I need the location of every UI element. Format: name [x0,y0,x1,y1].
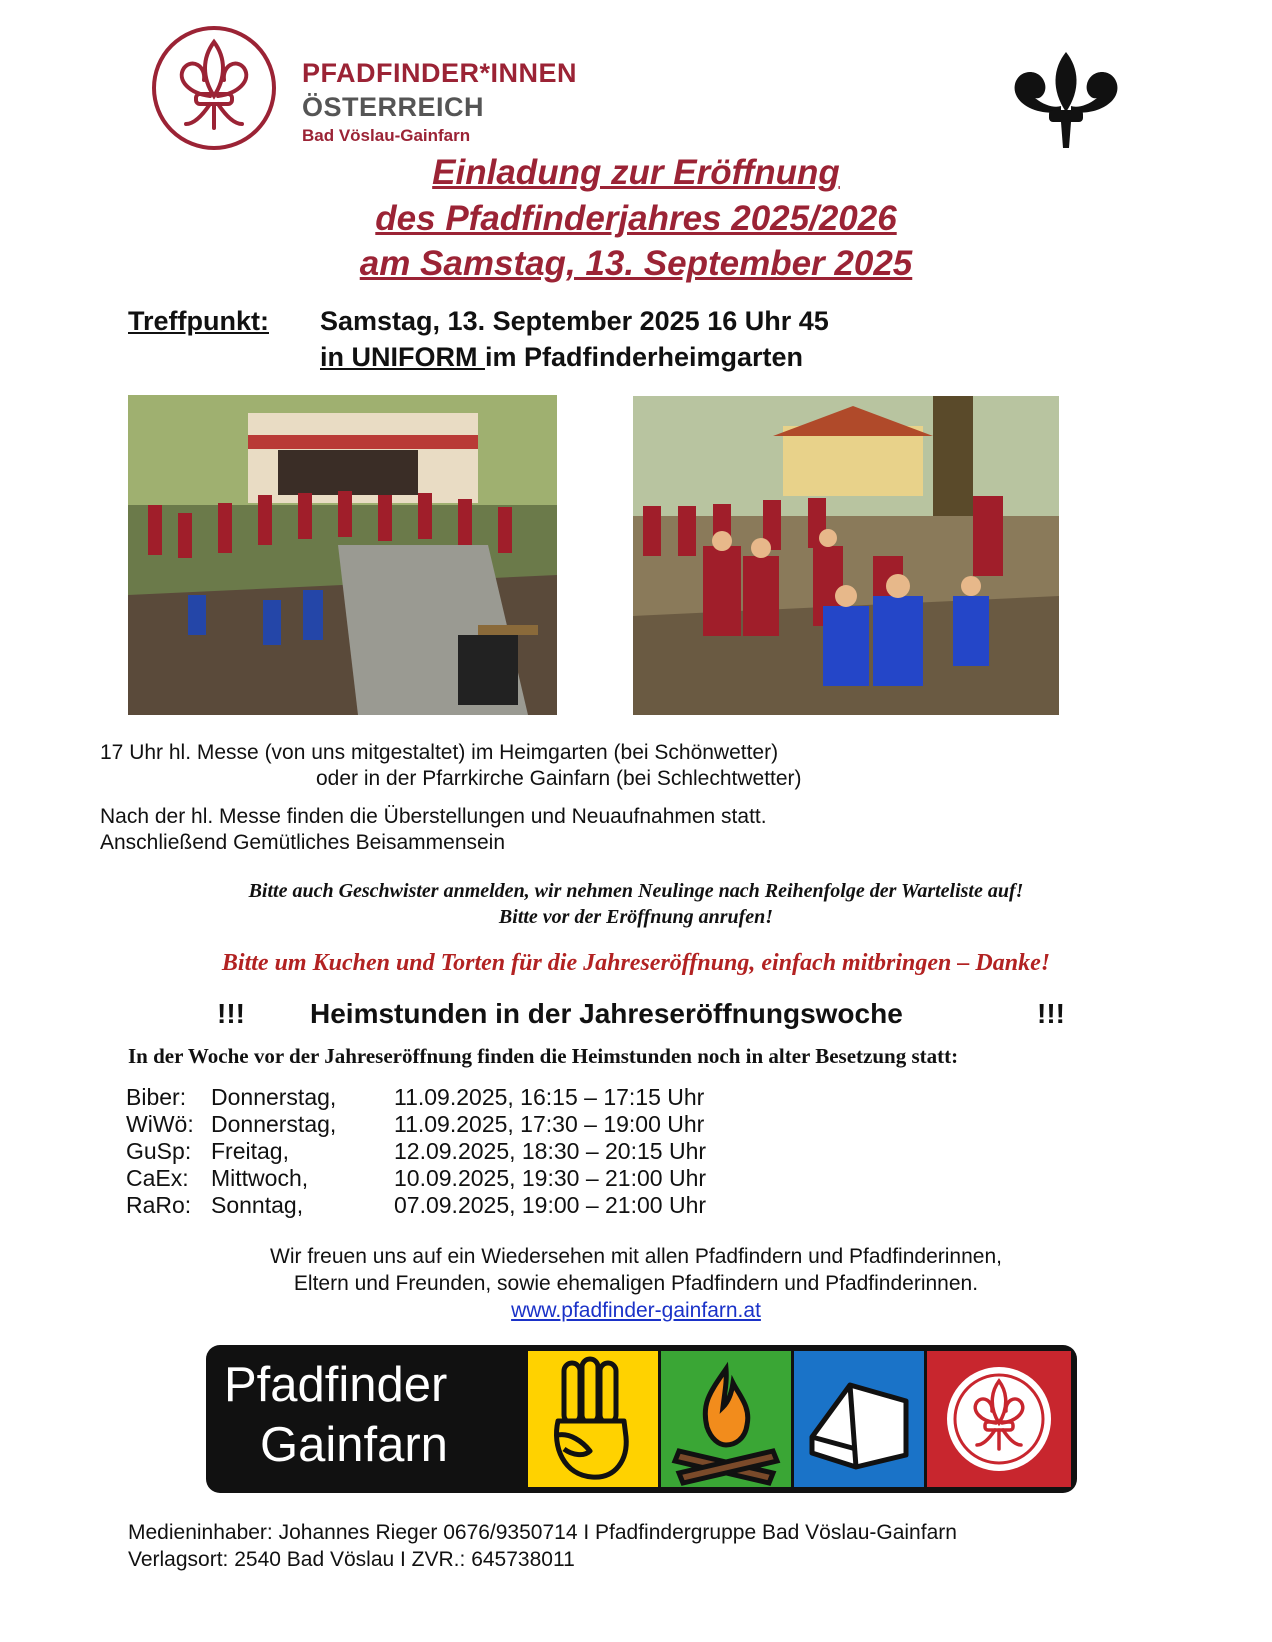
scout-lily-badge-icon [927,1351,1071,1487]
footer-line2: Verlagsort: 2540 Bad Vöslau I ZVR.: 645738011 [128,1548,575,1571]
week-intro: In der Woche vor der Jahreseröffnung finden die Heimstunden noch in alter Besetzung statt: [128,1044,959,1068]
cake-request: Bitte um Kuchen und Torten für die Jahreseröffnung, einfach mitbringen – Danke! [221,950,1051,976]
group-name: RaRo: [126,1192,192,1218]
title-line2: des Pfadfinderjahres 2025/2026 [375,199,897,238]
group-name: Biber: [126,1084,187,1110]
group-time: 12.09.2025, 18:30 – 20:15 Uhr [394,1138,707,1164]
group-time: 11.09.2025, 17:30 – 19:00 Uhr [394,1111,705,1137]
closing-line2: Eltern und Freunden, sowie ehemaligen Pfadfindern und Pfadfinderinnen. [293,1272,979,1295]
notice-line2: Bitte vor der Eröffnung anrufen! [498,906,774,928]
group-name: WiWö: [126,1111,194,1137]
photo-scouts-kids-group [633,396,1059,715]
meeting-place: im Pfadfinderheimgarten [484,342,804,372]
group-day: Donnerstag, [211,1084,337,1110]
meeting-date: Samstag, 13. September 2025 16 Uhr 45 [320,306,829,336]
campfire-icon [661,1351,791,1487]
schedule-row [126,1138,706,1165]
banner-line1: Pfadfinder [224,1358,448,1412]
week-heading: Heimstunden in der Jahreseröffnungswoche [310,998,903,1029]
title-line1: Einladung zur Eröffnung [432,153,840,192]
group-time: 10.09.2025, 19:30 – 21:00 Uhr [394,1165,707,1191]
group-banner [206,1345,1077,1493]
meeting-label: Treffpunkt: [128,306,269,336]
mass-line2: oder in der Pfarrkirche Gainfarn (bei Schlechtwetter) [316,767,802,790]
group-name: CaEx: [126,1165,189,1191]
group-name: GuSp: [126,1138,192,1164]
black-lily-emblem [1005,50,1127,150]
notice-line1: Bitte auch Geschwister anmelden, wir nehmen Neulinge nach Reihenfolge der Warteliste auf! [248,880,1024,902]
website-link[interactable]: www.pfadfinder-gainfarn.at [511,1299,761,1322]
org-name-line2: ÖSTERREICH [302,92,485,122]
exclamation-right: !!! [1037,998,1065,1029]
group-time: 07.09.2025, 19:00 – 21:00 Uhr [394,1192,707,1218]
photo-scouts-circle-garden [128,395,557,715]
scout-salute-hand-icon [528,1351,658,1487]
closing-line1: Wir freuen uns auf ein Wiedersehen mit allen Pfadfindern und Pfadfinderinnen, [270,1245,1002,1268]
tent-icon [794,1351,924,1487]
org-name-line1: PFADFINDER*INNEN [302,58,578,88]
title-line3: am Samstag, 13. September 2025 [359,244,913,283]
banner-line2: Gainfarn [260,1418,448,1472]
uniform-note: in UNIFORM [320,342,485,372]
scout-lily-logo [150,24,278,152]
schedule-row [126,1111,706,1138]
mass-line1: 17 Uhr hl. Messe (von uns mitgestaltet) im Heimgarten (bei Schönwetter) [100,741,779,764]
schedule-row [126,1165,706,1192]
after-mass-line1: Nach der hl. Messe finden die Überstellungen und Neuaufnahmen statt. [100,805,767,828]
org-name-line3: Bad Vöslau-Gainfarn [302,126,471,145]
schedule-row [126,1192,706,1219]
group-day: Mittwoch, [211,1165,309,1191]
group-time: 11.09.2025, 16:15 – 17:15 Uhr [394,1084,705,1110]
group-day: Donnerstag, [211,1111,337,1137]
schedule-table [126,1084,706,1219]
exclamation-left: !!! [217,998,245,1029]
group-day: Freitag, [211,1138,289,1164]
group-day: Sonntag, [211,1192,304,1218]
footer-line1: Medieninhaber: Johannes Rieger 0676/9350714 I Pfadfindergruppe Bad Vöslau-Gainfarn [128,1521,957,1544]
meeting-location [320,342,803,373]
schedule-row [126,1084,706,1111]
after-mass-line2: Anschließend Gemütliches Beisammensein [100,831,506,854]
